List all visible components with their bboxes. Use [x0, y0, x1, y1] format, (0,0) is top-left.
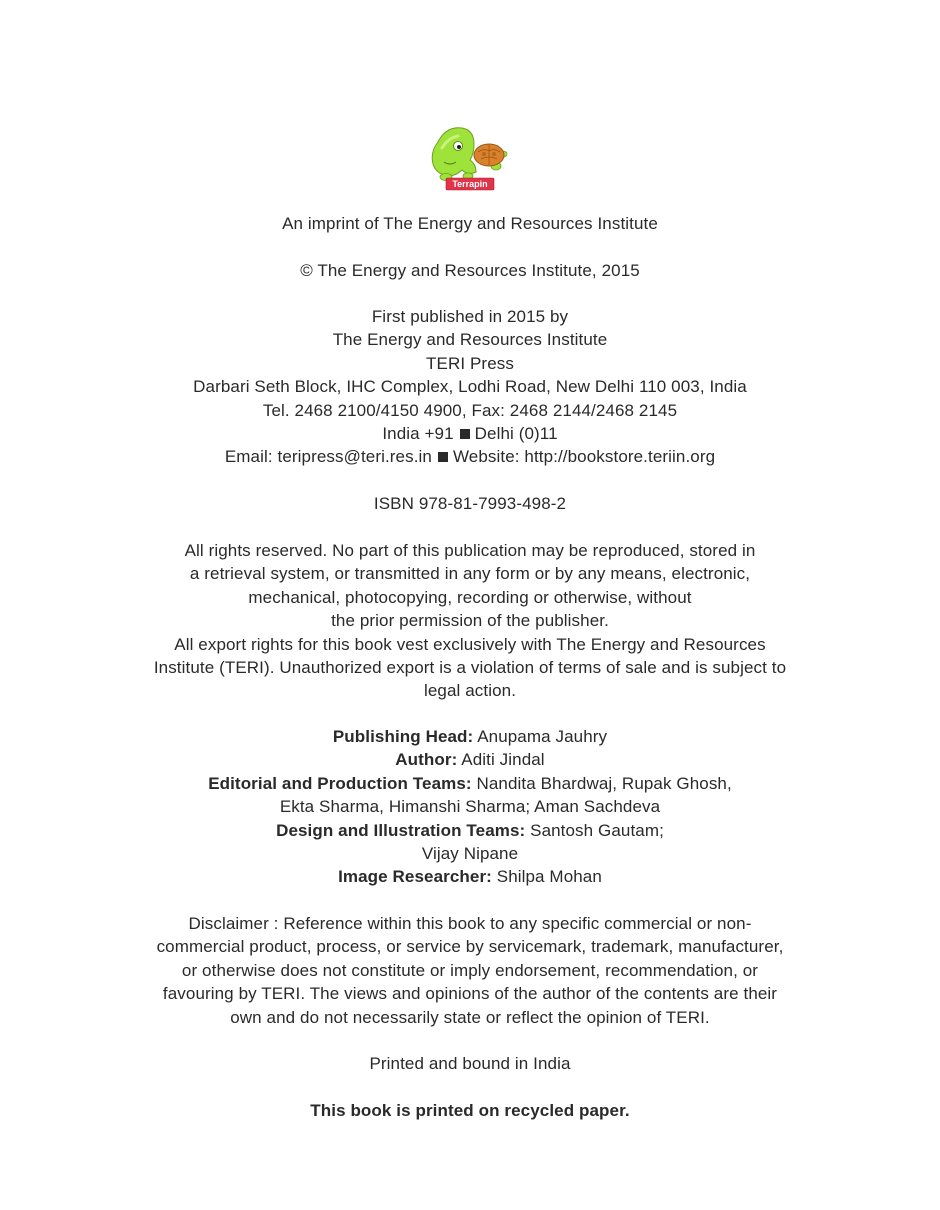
credit-publishing-head — [0, 725, 940, 748]
disclaimer-line: favouring by TERI. The views and opinions of the author of the contents are their — [162, 984, 778, 1004]
publisher-contact — [0, 445, 940, 468]
terrapin-logo-label: Terrapin — [452, 179, 488, 189]
bullet-square-icon — [438, 452, 448, 462]
credits-section — [0, 725, 940, 889]
printed-line: Printed and bound in India — [369, 1054, 571, 1073]
publisher-name: The Energy and Resources Institute — [332, 330, 608, 350]
credit-design — [0, 819, 940, 842]
rights-line: legal action. — [423, 681, 517, 701]
imprint-line: An imprint of The Energy and Resources Institute — [282, 214, 658, 233]
publisher-press: TERI Press — [426, 353, 514, 373]
rights-line: a retrieval system, or transmitted in any form or by any means, electronic, — [189, 564, 751, 584]
recycled-line: This book is printed on recycled paper. — [310, 1101, 630, 1120]
disclaimer-line: commercial product, process, or service by servicemark, trademark, manufacturer, — [156, 937, 784, 957]
rights-line: the prior permission of the publisher. — [331, 611, 609, 631]
disclaimer-section — [0, 912, 940, 1029]
credit-author — [0, 748, 940, 771]
credit-value: Aditi Jindal — [461, 750, 545, 770]
rights-section — [0, 539, 940, 703]
publisher-tel: Tel. 2468 2100/4150 4900, Fax: 2468 2144/2468 2145 — [262, 400, 678, 420]
first-published-line: First published in 2015 by — [371, 307, 569, 326]
credit-label: Publishing Head: — [332, 727, 474, 746]
rights-line: All rights reserved. No part of this publication may be reproduced, stored in — [184, 541, 756, 560]
copyright-line: © The Energy and Resources Institute, 2015 — [300, 261, 640, 280]
credit-value: Shilpa Mohan — [496, 867, 602, 887]
credit-label: Design and Illustration Teams: — [276, 820, 526, 840]
credit-value: Anupama Jauhry — [477, 727, 608, 746]
credit-label: Image Researcher: — [338, 867, 492, 887]
credit-design-continued: Vijay Nipane — [421, 844, 519, 864]
credit-value: Nandita Bhardwaj, Rupak Ghosh, — [476, 773, 732, 793]
disclaimer-line: own and do not necessarily state or reflect the opinion of TERI. — [230, 1007, 710, 1027]
country-code: India +91 — [382, 424, 454, 444]
recycled-section — [0, 1099, 940, 1122]
publisher-codes — [0, 422, 940, 445]
copyright-section — [0, 259, 940, 282]
disclaimer-line: Disclaimer : Reference within this book to any specific commercial or non- — [188, 914, 752, 933]
disclaimer-line: or otherwise does not constitute or imply endorsement, recommendation, or — [181, 960, 759, 980]
terrapin-logo — [428, 124, 510, 192]
rights-line: Institute (TERI). Unauthorized export is a violation of terms of sale and is subject to — [153, 658, 787, 678]
rights-line: All export rights for this book vest exclusively with The Energy and Resources — [174, 634, 766, 654]
publisher-website: Website: http://bookstore.teriin.org — [452, 447, 716, 467]
publisher-email: Email: teripress@teri.res.in — [224, 447, 432, 467]
credit-label: Editorial and Production Teams: — [208, 773, 472, 793]
credit-image-researcher — [0, 865, 940, 888]
city-code: Delhi (0)11 — [474, 424, 558, 444]
credit-label: Author: — [395, 750, 458, 770]
credit-editorial-continued: Ekta Sharma, Himanshi Sharma; Aman Sachdeva — [279, 797, 661, 817]
publisher-address: Darbari Seth Block, IHC Complex, Lodhi Road, New Delhi 110 003, India — [193, 377, 747, 397]
imprint-section — [0, 212, 940, 235]
credit-editorial — [0, 772, 940, 795]
bullet-square-icon — [460, 429, 470, 439]
publisher-section — [0, 305, 940, 469]
printed-section — [0, 1052, 940, 1075]
credit-value: Santosh Gautam; — [530, 820, 664, 840]
rights-line: mechanical, photocopying, recording or otherwise, without — [248, 587, 692, 607]
isbn-line: ISBN 978-81-7993-498-2 — [373, 494, 567, 513]
isbn-section — [0, 492, 940, 515]
